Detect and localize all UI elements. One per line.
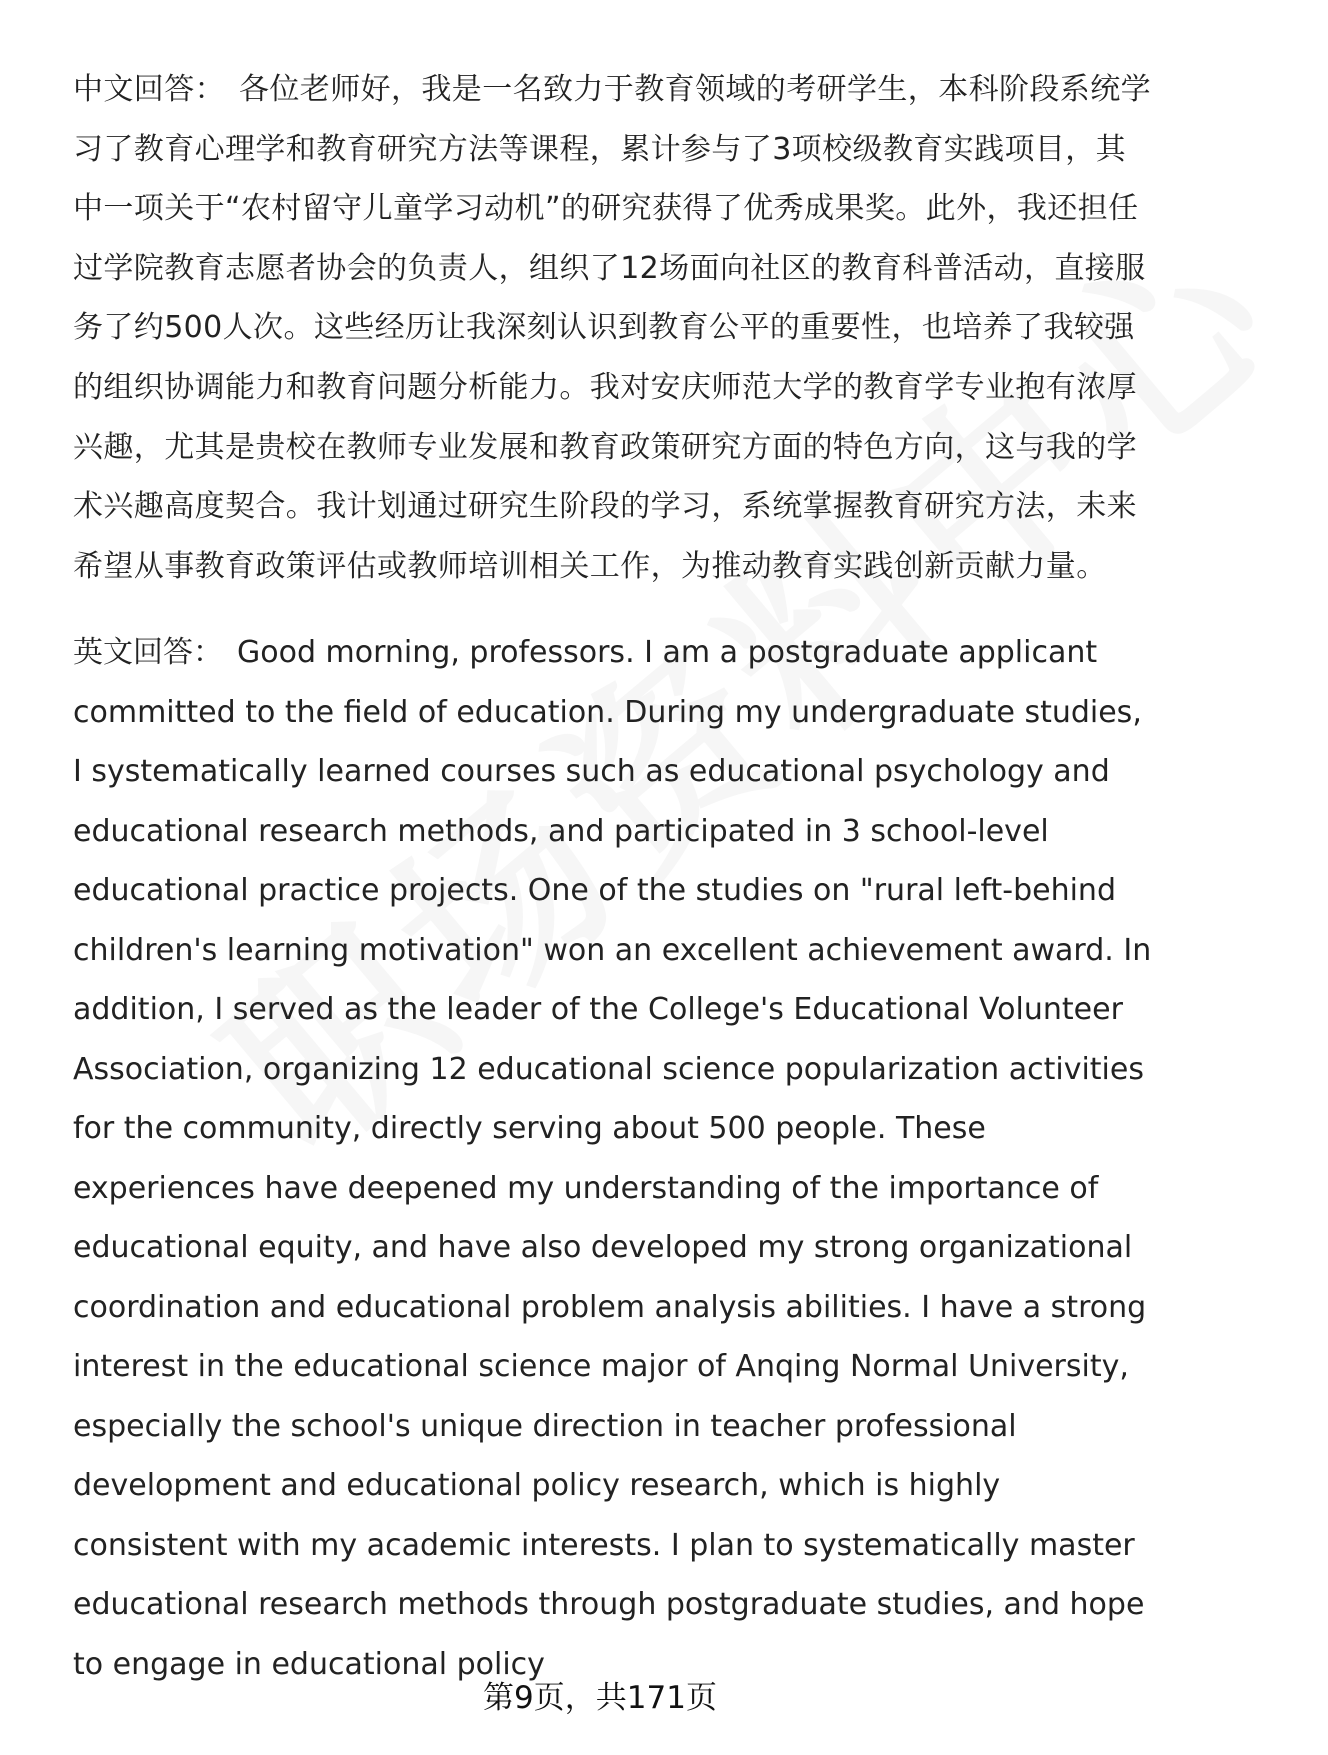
- chinese-answer-label: 中文回答：: [73, 72, 225, 107]
- chinese-answer-paragraph: [73, 60, 1153, 596]
- english-answer-paragraph: [73, 623, 1153, 1682]
- page-number-footer: 第9页，共171页: [483, 1680, 717, 1716]
- english-answer-label: 英文回答：: [73, 635, 223, 670]
- english-answer-text: Good morning, professors. I am a postgraduate applicant committed to the field of education. During my undergraduate studies, I systematically learned courses such as educational psychology and educational research methods, and participated in 3 school-level educational practice projects. One of the studies on "rural left-behind children's learning motivation" won an excellent achievement award. In addition, I served as the leader of the College's Educational Volunteer Association, organizing 12 educational science popularization activities for the community, directly serving about 500 people. These experiences have deepened my understanding of the importance of educational equity, and have also developed my strong organizational coordination and educational problem analysis abilities. I have a strong interest in the educational science major of Anqing Normal University, especially the school's unique direction in teacher professional development and educational policy research, which is highly consistent with my academic interests. I plan to systematically master educational research methods through postgraduate studies, and hope to engage in educational policy: [73, 635, 1152, 1682]
- chinese-answer-text: 各位老师好，我是一名致力于教育领域的考研学生，本科阶段系统学习了教育心理学和教育研究方法等课程，累计参与了3项校级教育实践项目，其中一项关于“农村留守儿童学习动机”的研究获得了优秀成果奖。此外，我还担任过学院教育志愿者协会的负责人，组织了12场面向社区的教育科普活动，直接服务了约500人次。这些经历让我深刻认识到教育公平的重要性，也培养了我较强的组织协调能力和教育问题分析能力。我对安庆师范大学的教育学专业抱有浓厚兴趣，尤其是贵校在教师专业发展和教育政策研究方面的特色方向，这与我的学术兴趣高度契合。我计划通过研究生阶段的学习，系统掌握教育研究方法，未来希望从事教育政策评估或教师培训相关工作，为推动教育实践创新贡献力量。: [73, 72, 1151, 584]
